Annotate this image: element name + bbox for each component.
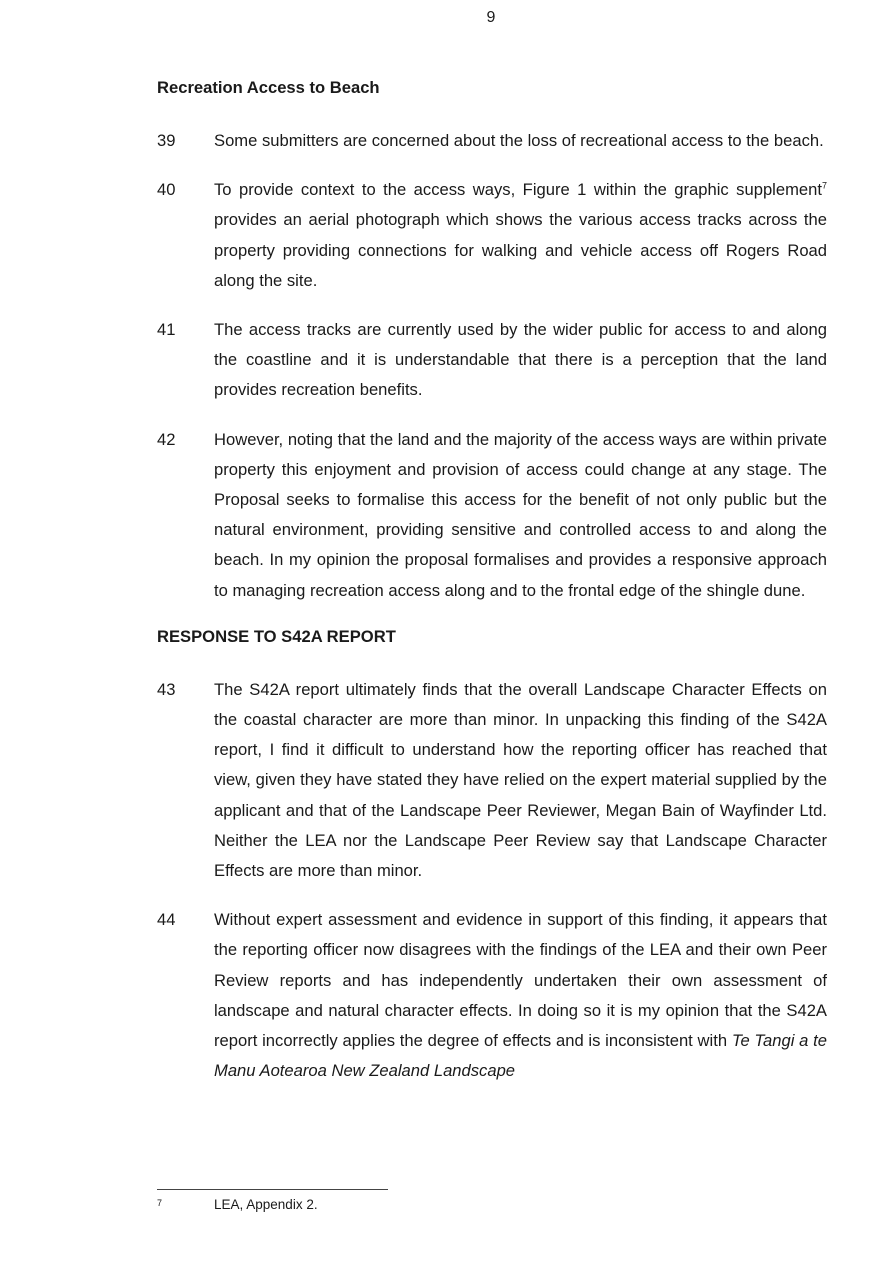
paragraph-text: However, noting that the land and the majority of the access ways are within private property this enjoyment and provision of access could change at any stage. The Proposal seeks to formalise this access for the benefit of not only public but the natural environment, providing sensitive and controlled access to and along the beach. In my opinion the proposal formalises and provides a responsive approach to managing recreation access along and to the frontal edge of the shingle dune. [214, 429, 827, 600]
paragraph-41 [157, 315, 827, 406]
italic-title: Te Tangi a te Manu Aotearoa New Zealand Landscape [214, 1031, 827, 1081]
paragraph-42 [157, 425, 827, 606]
paragraph-text-part: Without expert assessment and evidence in support of this finding, it appears that the reporting officer now disagrees with the findings of the LEA and their own Peer Review reports and has independently undertaken their own assessment of landscape and natural character effects. In doing so it is my opinion that the S42A report incorrectly applies the degree of effects and is inconsistent with [214, 910, 827, 1051]
paragraph-text [214, 175, 827, 296]
paragraph-text: The access tracks are currently used by the wider public for access to and along the coastline and it is understandable that there is a perception that the land provides recreation benefits. [214, 320, 827, 400]
paragraph-43 [157, 675, 827, 886]
footnote-number: 7 [157, 1198, 163, 1208]
page-number: 9 [486, 9, 496, 26]
paragraph-text: The S42A report ultimately finds that the overall Landscape Character Effects on the coastal character are more than minor. In unpacking this finding of the S42A report, I find it difficult to understand how the reporting officer has reached that view, given they have stated they have relied on the expert material supplied by the applicant and that of the Landscape Peer Reviewer, Megan Bain of Wayfinder Ltd. Neither the LEA nor the Landscape Peer Review say that Landscape Character Effects are more than minor. [214, 679, 827, 881]
paragraph-39 [157, 126, 827, 156]
paragraph-44 [157, 905, 827, 1086]
section-heading-recreation: Recreation Access to Beach [157, 78, 380, 97]
paragraph-number: 41 [157, 320, 176, 340]
paragraph-40 [157, 175, 827, 296]
paragraph-number: 39 [157, 131, 176, 150]
paragraph-number: 44 [157, 910, 176, 930]
footnote [157, 1197, 827, 1212]
paragraph-number: 42 [157, 429, 176, 449]
section-heading-s42a: RESPONSE TO S42A REPORT [157, 626, 396, 646]
paragraph-number: 40 [157, 180, 176, 200]
paragraph-number: 43 [157, 679, 176, 699]
paragraph-text [214, 905, 827, 1086]
document-body [157, 76, 827, 1105]
footnote-text: LEA, Appendix 2. [214, 1197, 318, 1212]
paragraph-text-part: To provide context to the access ways, Figure 1 within the graphic supplement [214, 180, 822, 200]
paragraph-text: Some submitters are concerned about the loss of recreational access to the beach. [214, 131, 824, 150]
footnote-reference[interactable]: 7 [821, 180, 827, 191]
paragraph-text-part: provides an aerial photograph which shows the various access tracks across the property providing connections for walking and vehicle access off Rogers Road along the site. [214, 210, 827, 290]
footnote-separator [157, 1189, 388, 1190]
